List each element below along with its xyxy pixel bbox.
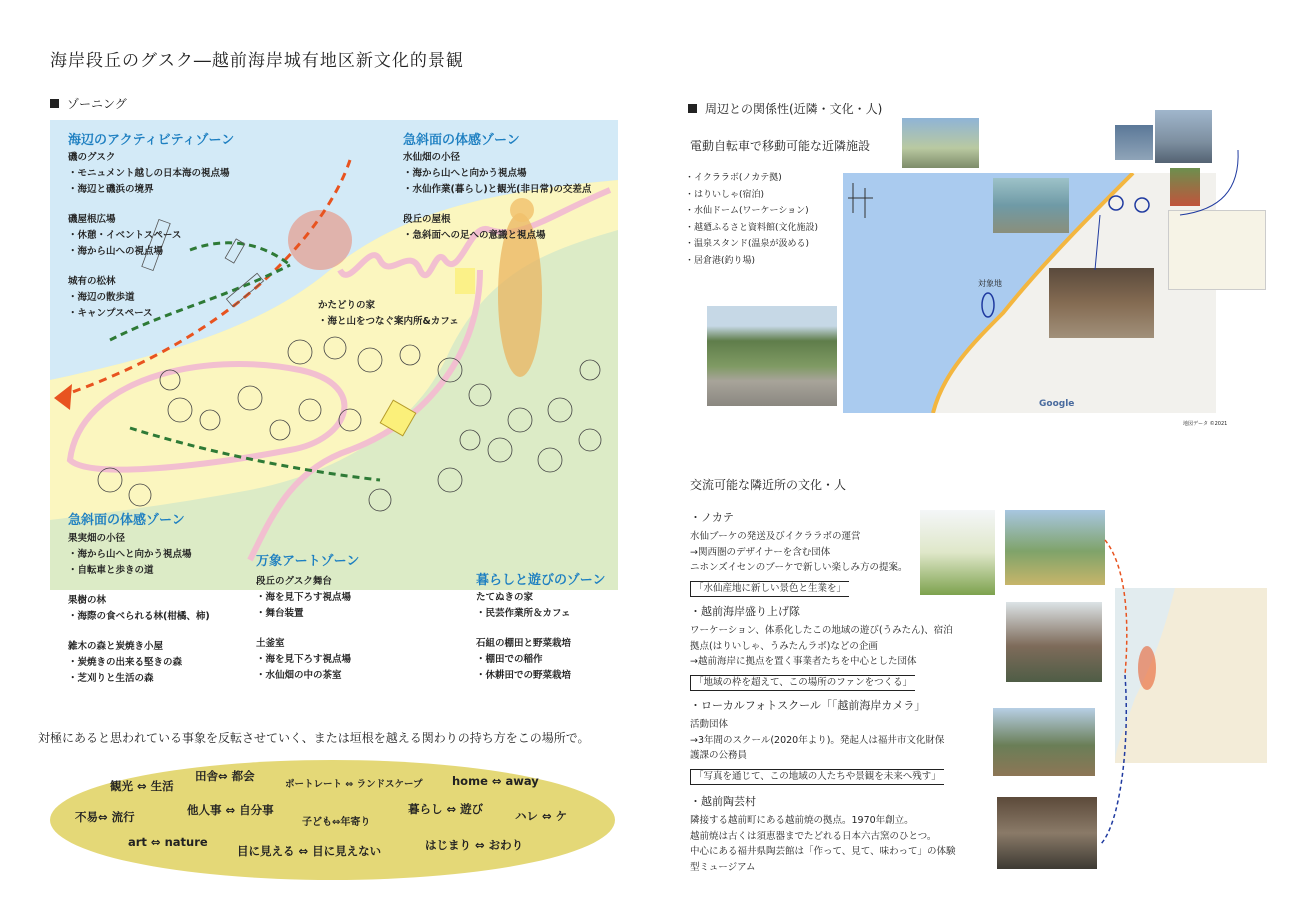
zone-line: 石組の棚田と野菜栽培 bbox=[476, 638, 572, 649]
zone-line: ・芝刈りと生活の森 bbox=[68, 673, 154, 684]
zone-line: ・急斜面への足への意識と視点場 bbox=[403, 230, 546, 241]
zone-text-life bbox=[476, 590, 571, 684]
zone-line: ・モニュメント越しの日本海の視点場 bbox=[68, 168, 230, 179]
zone-line: 磯のグスク bbox=[68, 152, 116, 163]
facility-item: ・越廼ふるさと資料館(文化施設) bbox=[685, 222, 819, 233]
zone-line: 城有の松林 bbox=[68, 276, 116, 287]
facility-item: ・イクララボ(ノカテ拠) bbox=[685, 173, 782, 183]
map-target-label: 対象地 bbox=[978, 279, 1002, 288]
zone-title-sea: 海辺のアクティビティゾーン bbox=[68, 133, 235, 148]
group-nokate bbox=[690, 509, 907, 597]
pair-word: 他人事 ⇔ 自分事 bbox=[187, 803, 274, 817]
target-marker bbox=[982, 293, 994, 317]
flower-bouquet-photo bbox=[920, 510, 995, 595]
group-line: ワーケーション、体系化したこの地域の遊び(うみたん)、宿泊 bbox=[690, 625, 953, 636]
zone-line: 雑木の森と炭焼き小屋 bbox=[68, 641, 164, 652]
group-moriage bbox=[690, 603, 953, 691]
relation-heading bbox=[688, 100, 882, 117]
group-name: ・越前陶芸村 bbox=[690, 795, 756, 808]
region-highlight bbox=[1138, 646, 1156, 690]
marker-circle bbox=[1109, 196, 1123, 210]
zone-line: 段丘の屋根 bbox=[403, 214, 451, 225]
group-quote: 「水仙産地に新しい景色と生業を」 bbox=[690, 581, 849, 597]
monument-circle bbox=[288, 210, 352, 270]
zone-line: ・海を見下ろす視点場 bbox=[256, 592, 352, 603]
zone-text-slope-2 bbox=[68, 531, 210, 687]
connector-line bbox=[1095, 215, 1100, 270]
pair-word: 田舎⇔ 都会 bbox=[195, 769, 255, 783]
zone-line: ・棚田での稲作 bbox=[476, 654, 543, 665]
zone-line: ・キャンプスペース bbox=[68, 308, 153, 319]
facility-item: ・温泉スタンド(温泉が汲める) bbox=[685, 239, 810, 249]
zone-line: ・海から山へと向かう視点場 bbox=[68, 549, 192, 560]
harbor-photo bbox=[993, 178, 1069, 233]
pair-word: 目に見える ⇔ 目に見えない bbox=[237, 844, 382, 858]
zone-line: ・炭焼きの出来る堅きの森 bbox=[68, 657, 183, 668]
group-quote: 「地域の枠を超えて、この場所のファンをつくる」 bbox=[690, 675, 915, 691]
zone-text-art bbox=[256, 574, 351, 684]
zone-line: 段丘のグスク舞台 bbox=[256, 576, 332, 587]
zone-line: ・海を見下ろす視点場 bbox=[256, 654, 352, 665]
facility-item: ・居倉港(釣り場) bbox=[685, 255, 756, 266]
zone-text-sea bbox=[68, 150, 230, 322]
group-line: 越前焼は古くは須恵器までたどれる日本六古窯のひとつ。 bbox=[690, 830, 937, 842]
house-marker bbox=[455, 268, 475, 294]
group-name: ・ノカテ bbox=[690, 511, 734, 524]
zone-line: 果樹の林 bbox=[68, 595, 107, 606]
facility-list bbox=[685, 170, 818, 269]
group-name: ・越前海岸盛り上げ隊 bbox=[690, 605, 800, 618]
square-bullet-icon bbox=[688, 104, 697, 113]
facilities-subheading: 電動自転車で移動可能な近隣施設 bbox=[690, 139, 871, 153]
zone-line: ・海から山への視点場 bbox=[68, 246, 164, 257]
relation-heading-label: 周辺との関係性(近隣・文化・人) bbox=[705, 102, 883, 116]
zone-line: 土釜室 bbox=[256, 638, 285, 649]
facility-item: ・はりいしゃ(宿泊) bbox=[685, 189, 765, 200]
group-name: ・ローカルフォトスクール「「越前海岸カメラ」 bbox=[690, 699, 926, 712]
zone-line: 果実畑の小径 bbox=[68, 533, 126, 544]
zone-title-life: 暮らしと遊びのゾーン bbox=[476, 573, 606, 588]
group-line: 水仙ブーケの発送及びイクララボの運営 bbox=[690, 531, 861, 542]
group-line: →越前海岸に拠点を置く事業者たちを中心とした団体 bbox=[690, 656, 917, 667]
pair-word: ポートレート ⇔ ランドスケープ bbox=[285, 779, 423, 790]
zone-line: ・海際の食べられる林(柑橘、柿) bbox=[68, 611, 210, 622]
marker-circle bbox=[1135, 198, 1149, 212]
group-line: →3年間のスクール(2020年より)。発起人は福井市文化財保 bbox=[690, 734, 945, 746]
people-subheading: 交流可能な隣近所の文化・人 bbox=[690, 478, 847, 492]
map-credit: 地図データ ©2021 bbox=[1183, 421, 1228, 427]
group-line: ニホンズイセンのブーケで新しい楽しみ方の提案。 bbox=[690, 562, 908, 573]
zone-line: ・海から山へと向かう視点場 bbox=[403, 168, 527, 179]
zone-line: ・自転車と歩きの道 bbox=[68, 565, 154, 576]
connector-line bbox=[1180, 150, 1238, 215]
zone-line: ・舞台装置 bbox=[256, 608, 304, 619]
group-line: 活動団体 bbox=[690, 719, 729, 730]
group-quote: 「写真を通じて、この地域の人たちや景観を未来へ残す」 bbox=[690, 769, 944, 785]
pair-word: 暮らし ⇔ 遊び bbox=[408, 802, 484, 816]
zoning-heading bbox=[50, 95, 127, 112]
zone-line: ・休憩・イベントスペース bbox=[68, 230, 182, 241]
group-line: 型ミュージアム bbox=[690, 861, 756, 873]
zone-line: ・海辺の散歩道 bbox=[68, 292, 135, 303]
zone-line: ・民芸作業所＆カフェ bbox=[476, 608, 571, 619]
pair-word: 不易⇔ 流行 bbox=[75, 810, 135, 824]
regional-connectors bbox=[1080, 525, 1140, 855]
group-line: →関西圏のデザイナーを含む団体 bbox=[690, 546, 831, 558]
bicycle-photo bbox=[902, 118, 979, 168]
group-camera bbox=[690, 697, 944, 785]
pair-word: art ⇔ nature bbox=[128, 835, 208, 849]
group-line: 護課の公務員 bbox=[690, 750, 748, 761]
pair-word: home ⇔ away bbox=[452, 774, 539, 788]
zone-line: 水仙畑の小径 bbox=[403, 152, 461, 163]
square-bullet-icon bbox=[50, 99, 59, 108]
facility-item: ・水仙ドーム(ワーケーション) bbox=[685, 206, 809, 216]
group-line: 隣接する越前町にある越前焼の拠点。1970年創立。 bbox=[690, 815, 914, 826]
group-line: 中心にある福井県陶芸館は「作って、見て、味わって」の体験 bbox=[690, 846, 956, 857]
callout-line: ・海と山をつなぐ案内所&カフェ bbox=[318, 316, 459, 327]
zone-line: 磯屋根広場 bbox=[68, 214, 116, 225]
zone-title-slope-2: 急斜面の体感ゾーン bbox=[68, 513, 185, 528]
zone-title-art: 万象アートゾーン bbox=[256, 554, 360, 569]
callout-head: かたどりの家 bbox=[318, 300, 376, 311]
orange-connector bbox=[1105, 540, 1127, 675]
zone-line: たてぬきの家 bbox=[476, 592, 534, 603]
pair-word: 観光 ⇔ 生活 bbox=[110, 779, 174, 793]
zone-title-slope: 急斜面の体感ゾーン bbox=[403, 133, 520, 148]
callout-house bbox=[318, 298, 459, 330]
google-logo: Google bbox=[1039, 399, 1075, 409]
village-photo bbox=[707, 306, 837, 406]
zone-line: ・海辺と磯浜の境界 bbox=[68, 184, 154, 195]
zone-line: ・水仙作業(暮らし)と観光(非日常)の交差点 bbox=[403, 184, 592, 195]
zone-text-slope bbox=[403, 150, 591, 244]
north-arrow-icon bbox=[848, 183, 873, 218]
zone-line: ・水仙畑の中の茶室 bbox=[256, 670, 342, 681]
page-title: 海岸段丘のグスク―越前海岸城有地区新文化的景観 bbox=[50, 51, 464, 71]
map-connectors bbox=[1080, 140, 1250, 290]
group-pottery bbox=[690, 793, 956, 875]
pair-word: 子ども⇔年寄り bbox=[302, 817, 371, 828]
pair-word: ハレ ⇔ ケ bbox=[515, 809, 568, 823]
group-line: 拠点(はりいしゃ、うみたんラボ)などの企画 bbox=[690, 640, 878, 652]
statement-text: 対極にあると思われている事象を反転させていく、または垣根を越える関わりの持ち方をこの場所で。 bbox=[38, 731, 590, 745]
zone-line: ・休耕田での野菜栽培 bbox=[476, 670, 572, 681]
blue-connector bbox=[1100, 675, 1126, 845]
zoning-heading-label: ゾーニング bbox=[67, 97, 127, 111]
pair-word: はじまり ⇔ おわり bbox=[425, 838, 524, 852]
